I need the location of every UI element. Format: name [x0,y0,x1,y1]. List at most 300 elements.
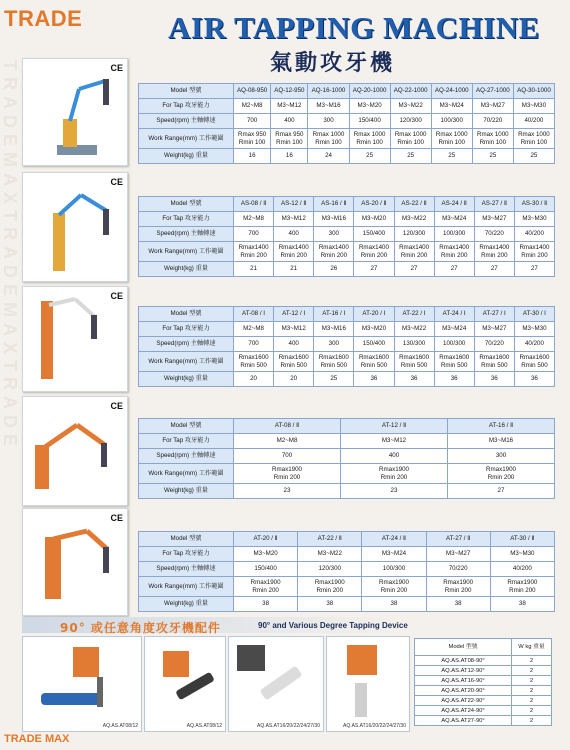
range-min: Rmin 500 [240,361,267,369]
tap-row [139,434,555,449]
speed-cell: 70/220 [426,562,490,577]
weight-cell: 27 [514,262,554,277]
tap-cell: M3~M27 [474,212,514,227]
tapping-arm-illustration [23,509,127,615]
range-max: Rmax 1000 [435,130,468,138]
row-label: Work Range(mm) 工作範圍 [139,464,234,484]
speed-cell: 400 [274,227,314,242]
tap-cell: M3~M12 [271,99,308,114]
weight-cell: 25 [513,149,554,164]
weight-cell: 27 [354,262,394,277]
row-label: Weight(kg) 重量 [139,597,234,612]
row-label: Speed(rpm) 主軸轉速 [139,562,234,577]
work-range-row [139,464,555,484]
tap-cell: M3~M24 [362,547,426,562]
weight-cell: 38 [490,597,554,612]
range-max: Rmax 1000 [312,130,345,138]
angle-head-illustration [229,637,323,731]
work-range-cell [474,242,514,262]
row-label: For Tap 攻牙能力 [139,547,234,562]
range-min: Rmin 500 [360,361,388,369]
model-cell: AQ-22-1000 [390,84,431,99]
range-max: Rmax1600 [479,353,510,361]
speed-row [139,114,555,129]
weight-cell: 38 [362,597,426,612]
range-min: Rmin 200 [320,251,348,259]
weight-cell: 21 [274,262,314,277]
ce-mark: CE [110,291,123,301]
range-min: Rmin 200 [273,473,301,481]
table-row [415,666,552,676]
weight-cell: 25 [390,149,431,164]
range-max: Rmax 950 [275,130,304,138]
range-min: Rmin 200 [360,251,388,259]
model-cell: AT-12 / Ⅰ [274,307,314,322]
work-range-cell [234,242,274,262]
weight-row [139,372,555,387]
model-cell: AS-22 / Ⅱ [394,197,434,212]
work-range-cell [274,242,314,262]
accessory-caption: AQ.AS.AT16/20/22/24/27/30 [342,723,406,729]
tap-cell: M3~M27 [474,322,514,337]
speed-cell: 150/400 [354,227,394,242]
speed-cell: 40/200 [514,227,554,242]
table-row [415,706,552,716]
model-cell: AT-30 / Ⅱ [490,532,554,547]
range-min: Rmin 200 [509,586,536,594]
model-cell: AT-24 / Ⅱ [362,532,426,547]
range-min: Rmin 200 [280,251,307,259]
weight-cell: 36 [354,372,394,387]
range-max: Rmax1400 [278,243,309,251]
tap-cell: M3~M20 [354,322,394,337]
speed-cell: 120/300 [390,114,431,129]
spec-table-at-ii-large [138,531,555,612]
tap-cell: M3~M30 [514,322,554,337]
tap-cell: M3~M22 [394,212,434,227]
range-max: Rmax1600 [439,353,470,361]
tap-cell: M3~M20 [354,212,394,227]
tap-cell: M3~M22 [390,99,431,114]
brand-logo-bottom: TRADE MAX [4,733,70,745]
tapping-arm-illustration [23,287,127,391]
accessory-table-header [415,639,552,656]
model-cell: AT-12 / Ⅱ [341,419,448,434]
product-photo-at-ii-small [22,396,128,506]
model-cell: AQ-30-1000 [513,84,554,99]
weight-cell: 21 [234,262,274,277]
model-cell: AS-08 / Ⅱ [234,197,274,212]
range-max: Rmax1400 [238,243,269,251]
model-cell: AS-24 / Ⅱ [434,197,474,212]
angle-head-illustration [327,637,409,731]
accessory-weight: 2 [512,666,552,676]
product-photo-aq [22,58,128,166]
model-row [139,84,555,99]
range-min: Rmin 100 [520,138,548,146]
weight-cell: 27 [448,484,555,499]
accessory-model: AQ.AS.AT16-90° [415,676,512,686]
work-range-cell [434,352,474,372]
page-title: AIR TAPPING MACHINE [168,10,540,45]
weight-cell: 25 [349,149,390,164]
speed-cell: 150/400 [349,114,390,129]
speed-cell: 300 [314,227,354,242]
accessory-weight: 2 [512,696,552,706]
model-cell: AS-20 / Ⅱ [354,197,394,212]
row-label: Speed(rpm) 主軸轉速 [139,114,234,129]
model-row [139,532,555,547]
row-label: Speed(rpm) 主軸轉速 [139,227,234,242]
range-min: Rmin 500 [400,361,428,369]
row-label: Model 型號 [139,84,234,99]
work-range-cell [474,352,514,372]
accessory-model: AQ.AS.AT20-90° [415,686,512,696]
ce-mark: CE [110,63,123,73]
model-cell: AT-22 / Ⅰ [394,307,434,322]
speed-cell: 150/400 [354,337,394,352]
work-range-cell [472,129,513,149]
speed-cell: 120/300 [298,562,362,577]
row-label: Weight(kg) 重量 [139,149,234,164]
weight-row [139,484,555,499]
weight-cell: 38 [298,597,362,612]
range-min: Rmin 100 [315,138,342,146]
work-range-row [139,352,555,372]
range-min: Rmin 200 [252,586,279,594]
weight-cell: 24 [308,149,349,164]
tap-row [139,322,555,337]
speed-cell: 100/300 [434,337,474,352]
tap-row [139,547,555,562]
row-label: Work Range(mm) 工作範圍 [139,577,234,597]
row-label: Speed(rpm) 主軸轉速 [139,449,234,464]
speed-cell: 300 [448,449,555,464]
work-range-cell [308,129,349,149]
range-max: Rmax1900 [272,465,302,473]
weight-cell: 38 [234,597,298,612]
range-max: Rmax1600 [278,353,309,361]
range-max: Rmax1400 [318,243,349,251]
row-label: For Tap 攻牙能力 [139,322,234,337]
range-max: Rmax1900 [507,578,538,586]
tap-cell: M3~M24 [434,212,474,227]
range-min: Rmin 200 [316,586,344,594]
range-max: Rmax1400 [358,243,389,251]
weight-row [139,262,555,277]
range-max: Rmax1400 [519,243,550,251]
accessory-caption: AQ.AS.AT16/20/22/24/27/30 [256,723,320,729]
speed-row [139,562,555,577]
range-min: Rmin 500 [440,361,468,369]
work-range-cell [349,129,390,149]
model-cell: AT-16 / Ⅰ [314,307,354,322]
model-row [139,419,555,434]
weight-cell: 25 [431,149,472,164]
row-label: Weight(kg) 重量 [139,372,234,387]
speed-cell: 400 [274,337,314,352]
model-cell: AS-30 / Ⅱ [514,197,554,212]
spec-table-as [138,196,555,277]
speed-cell: 700 [234,227,274,242]
table-row [415,686,552,696]
speed-row [139,227,555,242]
ce-mark: CE [110,177,123,187]
speed-cell: 40/200 [490,562,554,577]
row-label: Work Range(mm) 工作範圍 [139,352,234,372]
weight-cell: 36 [434,372,474,387]
range-max: Rmax1600 [318,353,349,361]
tap-cell: M2~M8 [234,434,341,449]
row-label: For Tap 攻牙能力 [139,212,234,227]
angle-head-illustration [23,637,141,731]
background-watermark: TRADEMAXTRADEMAXTRADE [0,60,20,452]
row-label: Work Range(mm) 工作範圍 [139,242,234,262]
speed-cell: 120/300 [394,227,434,242]
range-max: Rmax 1000 [394,130,427,138]
speed-cell: 40/200 [513,114,554,129]
range-max: Rmax1600 [358,353,389,361]
accessory-model: AQ.AS.AT24-90° [415,706,512,716]
tap-cell: M3~M16 [448,434,555,449]
range-max: Rmax1900 [379,578,409,586]
model-cell: AQ-16-1000 [308,84,349,99]
range-max: Rmax1600 [238,353,269,361]
row-label: For Tap 攻牙能力 [139,434,234,449]
model-cell: AT-24 / Ⅰ [434,307,474,322]
work-range-cell [354,352,394,372]
range-min: Rmin 100 [438,138,465,146]
weight-cell: 20 [234,372,274,387]
work-range-cell [514,352,554,372]
row-label: For Tap 攻牙能力 [139,99,234,114]
model-cell: AT-22 / Ⅱ [298,532,362,547]
accessory-title-zh: 90° 或任意角度攻牙機配件 [60,621,221,635]
range-min: Rmin 100 [479,138,507,146]
work-range-cell [271,129,308,149]
weight-cell: 16 [234,149,271,164]
tapping-arm-illustration [23,173,127,281]
range-max: Rmax1400 [399,243,430,251]
row-label: Speed(rpm) 主軸轉速 [139,337,234,352]
speed-cell: 70/220 [474,337,514,352]
model-cell: AQ-12-950 [271,84,308,99]
model-cell: AQ-24-1000 [431,84,472,99]
work-range-cell [298,577,362,597]
spec-table-at-ii-small [138,418,555,499]
table-row [415,656,552,666]
work-range-cell [234,464,341,484]
range-max: Rmax1400 [439,243,470,251]
brand-logo-top: TRADE [4,6,83,31]
accessory-weight: 2 [512,716,552,726]
weight-cell: 38 [426,597,490,612]
tap-cell: M3~M27 [426,547,490,562]
tap-cell: M2~M8 [234,212,274,227]
spec-table-aq [138,83,555,164]
model-row [139,197,555,212]
work-range-cell [362,577,426,597]
work-range-row [139,129,555,149]
row-label: Model 型號 [139,307,234,322]
accessory-photo-3 [228,636,324,732]
work-range-cell [354,242,394,262]
range-max: Rmax1900 [379,465,409,473]
tap-cell: M3~M27 [472,99,513,114]
accessory-photo-2 [144,636,226,732]
range-min: Rmin 200 [380,586,408,594]
range-min: Rmin 500 [521,361,548,369]
work-range-cell [274,352,314,372]
speed-cell: 400 [341,449,448,464]
work-range-row [139,577,555,597]
speed-cell: 700 [234,337,274,352]
model-cell: AS-12 / Ⅱ [274,197,314,212]
model-cell: AT-16 / Ⅱ [448,419,555,434]
tap-cell: M3~M22 [298,547,362,562]
speed-cell: 700 [234,449,341,464]
weight-cell: 16 [271,149,308,164]
row-label: Weight(kg) 重量 [139,484,234,499]
work-range-cell [394,352,434,372]
weight-cell: 20 [274,372,314,387]
model-cell: AT-27 / Ⅰ [474,307,514,322]
weight-cell: 25 [314,372,354,387]
weight-row [139,149,555,164]
weight-cell: 27 [474,262,514,277]
work-range-cell [448,464,555,484]
speed-cell: 70/220 [472,114,513,129]
range-max: Rmax1600 [519,353,550,361]
speed-row [139,337,555,352]
product-photo-as [22,172,128,282]
range-max: Rmax1900 [314,578,345,586]
weight-cell: 27 [394,262,434,277]
model-row [139,307,555,322]
work-range-cell [431,129,472,149]
angle-head-illustration [145,637,225,731]
row-label: Weight(kg) 重量 [139,262,234,277]
model-cell: AT-20 / Ⅱ [234,532,298,547]
work-range-cell [234,352,274,372]
speed-cell: 70/220 [474,227,514,242]
work-range-cell [390,129,431,149]
work-range-cell [490,577,554,597]
accessory-weight-header: W kg 重量 [512,639,552,656]
accessory-model-header: Model 型號 [415,639,512,656]
range-max: Rmax 1000 [476,130,509,138]
range-max: Rmax1400 [479,243,510,251]
accessory-photo-4 [326,636,410,732]
speed-cell: 700 [234,114,271,129]
range-max: Rmax1900 [443,578,474,586]
range-min: Rmin 100 [397,138,424,146]
speed-cell: 100/300 [431,114,472,129]
tap-cell: M2~M8 [234,322,274,337]
range-min: Rmin 200 [487,473,515,481]
work-range-cell [434,242,474,262]
work-range-cell [514,242,554,262]
weight-cell: 23 [341,484,448,499]
range-max: Rmax 1000 [518,130,550,138]
weight-cell: 27 [434,262,474,277]
accessory-model: AQ.AS.AT27-90° [415,716,512,726]
range-min: Rmin 200 [440,251,468,259]
row-label: Model 型號 [139,197,234,212]
weight-cell: 23 [234,484,341,499]
tap-cell: M3~M12 [274,212,314,227]
work-range-cell [234,577,298,597]
accessory-caption: AQ.AS.AT08/12 [102,723,138,729]
range-min: Rmin 500 [320,361,348,369]
model-cell: AT-27 / Ⅱ [426,532,490,547]
range-max: Rmax 950 [238,130,267,138]
accessory-table [414,638,552,726]
model-cell: AT-30 / Ⅰ [514,307,554,322]
tapping-arm-illustration [23,397,127,505]
tap-cell: M3~M30 [490,547,554,562]
accessory-model: AQ.AS.AT12-90° [415,666,512,676]
accessory-model: AQ.AS.AT08-90° [415,656,512,666]
range-min: Rmin 200 [521,251,548,259]
tap-cell: M3~M30 [514,212,554,227]
tap-cell: M3~M16 [314,212,354,227]
tap-row [139,212,555,227]
product-photo-at-ii-large [22,508,128,616]
work-range-cell [234,129,271,149]
range-min: Rmin 100 [276,138,303,146]
work-range-row [139,242,555,262]
accessory-weight: 2 [512,656,552,666]
tap-cell: M3~M12 [341,434,448,449]
accessory-weight: 2 [512,676,552,686]
speed-cell: 130/300 [394,337,434,352]
model-cell: AQ-27-1000 [472,84,513,99]
speed-cell: 300 [314,337,354,352]
row-label: Work Range(mm) 工作範圍 [139,129,234,149]
accessory-photo-1 [22,636,142,732]
tap-cell: M3~M16 [308,99,349,114]
weight-row [139,597,555,612]
accessory-title-en: 90° and Various Degree Tapping Device [258,621,408,630]
speed-cell: 100/300 [434,227,474,242]
work-range-cell [394,242,434,262]
spec-table-at-i [138,306,555,387]
work-range-cell [314,352,354,372]
range-max: Rmax1600 [399,353,430,361]
tap-cell: M3~M22 [394,322,434,337]
model-cell: AT-20 / Ⅰ [354,307,394,322]
range-max: Rmax1900 [250,578,281,586]
range-min: Rmin 200 [240,251,267,259]
speed-cell: 150/400 [234,562,298,577]
model-cell: AQ-20-1000 [349,84,390,99]
accessory-weight: 2 [512,686,552,696]
model-cell: AT-08 / Ⅱ [234,419,341,434]
weight-cell: 26 [314,262,354,277]
range-min: Rmin 200 [481,251,508,259]
speed-cell: 400 [271,114,308,129]
model-cell: AT-08 / Ⅰ [234,307,274,322]
tap-cell: M3~M20 [234,547,298,562]
tap-cell: M3~M12 [274,322,314,337]
accessory-weight: 2 [512,706,552,716]
row-label: Model 型號 [139,419,234,434]
range-min: Rmin 500 [481,361,508,369]
accessory-model: AQ.AS.AT22-90° [415,696,512,706]
ce-mark: CE [110,513,123,523]
row-label: Model 型號 [139,532,234,547]
